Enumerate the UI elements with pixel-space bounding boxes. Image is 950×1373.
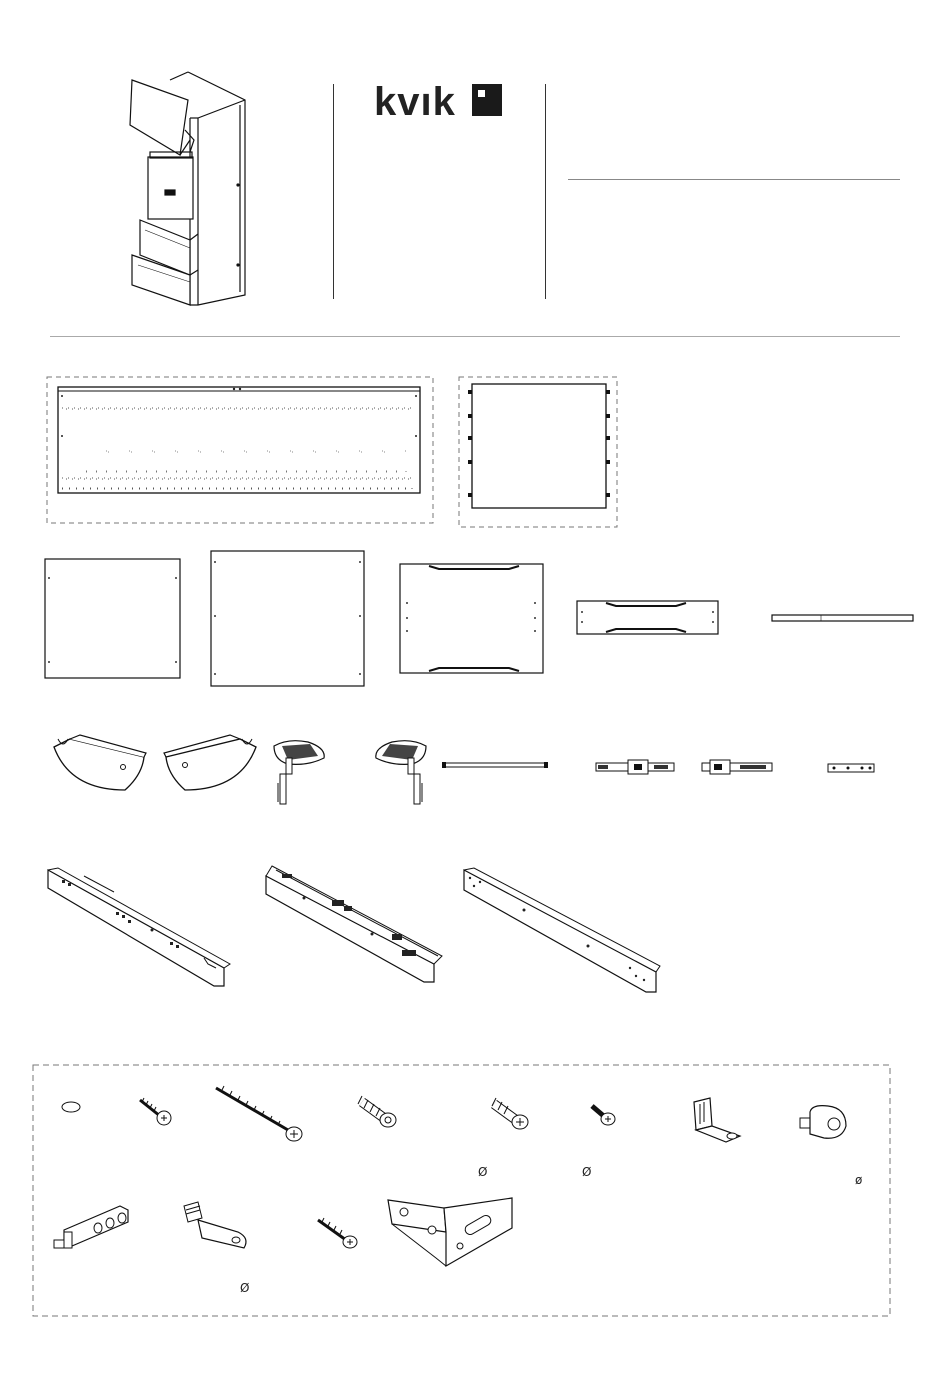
diameter-label: Ø <box>478 1165 488 1179</box>
back-panel-with-hinges-icon <box>458 376 618 528</box>
connector-right-icon <box>700 758 774 776</box>
cap-icon <box>60 1100 82 1114</box>
strip-icon <box>771 614 915 624</box>
brand-logo-text: kvık <box>374 80 456 124</box>
header-title-underline <box>568 179 900 180</box>
short-screw-icon <box>136 1096 176 1128</box>
hinge-plate-icon <box>48 1202 134 1260</box>
pin-support-icon <box>178 1198 256 1258</box>
bottom-panel-icon <box>44 558 182 680</box>
small-plate-icon <box>826 762 876 774</box>
corner-bracket-icon <box>384 1196 518 1268</box>
diameter-label: ø <box>855 1173 863 1187</box>
diameter-label: Ø <box>582 1165 592 1179</box>
connector-left-icon <box>594 758 676 776</box>
left-half-round-bracket-icon <box>50 735 150 790</box>
shelf-support-icon <box>798 1100 852 1144</box>
header-divider-left <box>333 84 334 299</box>
euro-screw-icon <box>488 1096 532 1132</box>
rod-icon <box>440 760 550 770</box>
header-divider-right <box>545 84 546 299</box>
left-flap-hinge-icon <box>268 738 332 808</box>
top-panel-icon <box>210 550 366 688</box>
angle-bracket-icon <box>690 1096 746 1146</box>
long-side-panel-icon <box>46 376 434 524</box>
shelf-panel-icon <box>399 563 545 675</box>
screw-icon <box>314 1216 360 1252</box>
cabinet-rail-icon <box>460 866 662 996</box>
square-logo-icon <box>472 84 502 116</box>
small-screw-icon <box>588 1102 618 1128</box>
diameter-label: Ø <box>240 1281 250 1295</box>
drawer-runner-right-icon <box>262 860 448 986</box>
right-flap-hinge-icon <box>368 738 432 808</box>
drawer-runner-left-icon <box>44 866 230 990</box>
right-half-round-bracket-icon <box>160 735 260 790</box>
dowel-icon <box>356 1094 400 1130</box>
tall-oven-cabinet-illustration <box>110 60 260 310</box>
section-divider <box>50 336 900 337</box>
long-screw-icon <box>212 1084 304 1144</box>
rail-panel-icon <box>576 600 720 636</box>
